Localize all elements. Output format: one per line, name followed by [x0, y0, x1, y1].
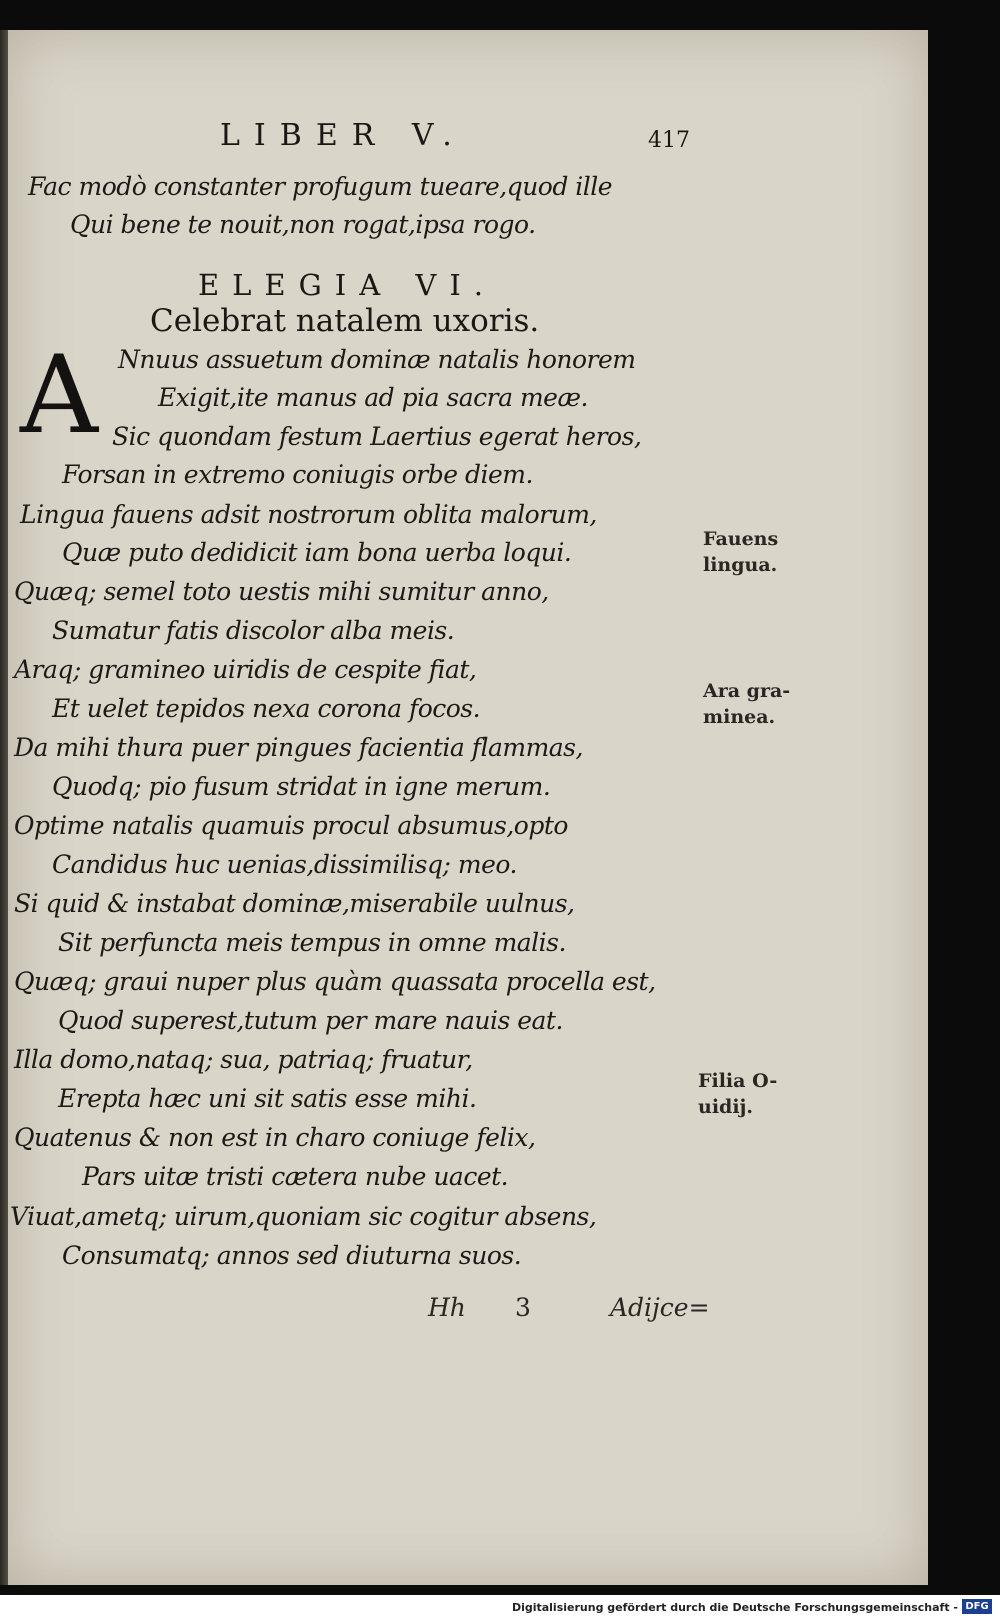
verse-line: Quæq; graui nuper plus quàm quassata procella est, — [14, 967, 656, 996]
elegy-title: Celebrat natalem uxoris. — [150, 303, 540, 339]
verse-line: Exigit,ite manus ad pia sacra meæ. — [158, 383, 588, 412]
margin-note-line: Fauens — [703, 528, 779, 550]
verse-line: Illa domo,nataq; sua, patriaq; fruatur, — [14, 1045, 473, 1074]
margin-note — [703, 526, 778, 578]
verse-line: Quod superest,tutum per mare nauis eat. — [58, 1006, 563, 1035]
verse-line: Candidus huc uenias,dissimilisq; meo. — [52, 850, 517, 879]
signature-mark: Hh — [428, 1293, 466, 1322]
catchword: Adijce= — [610, 1293, 710, 1322]
verse-line: Optime natalis quamuis procul absumus,opto — [14, 811, 568, 840]
verse-line: Sic quondam festum Laertius egerat heros, — [112, 422, 642, 451]
verse-line: Quæq; semel toto uestis mihi sumitur anno, — [14, 577, 549, 606]
verse-line: Quodq; pio fusum stridat in igne merum. — [52, 772, 551, 801]
verse-line: Sumatur fatis discolor alba meis. — [52, 616, 455, 645]
verse-line: Sit perfuncta meis tempus in omne malis. — [58, 928, 566, 957]
running-header: LIBER V. — [220, 118, 466, 153]
verse-line: Lingua fauens adsit nostrorum oblita malorum, — [20, 500, 597, 529]
verse-line: Qui bene te nouit,non rogat,ipsa rogo. — [70, 210, 536, 239]
verse-line: Fac modò constanter profugum tueare,quod ille — [28, 172, 613, 201]
funding-note: Digitalisierung gefördert durch die Deutsche Forschungsgemeinschaft - — [511, 1601, 958, 1614]
book-page — [8, 30, 928, 1585]
verse-line: Si quid & instabat dominæ,miserabile uulnus, — [14, 889, 575, 918]
folio-number: 417 — [648, 128, 690, 153]
margin-note-line: uidij. — [698, 1096, 754, 1118]
drop-capital: A — [20, 333, 98, 458]
margin-note — [703, 678, 790, 730]
verse-line: Da mihi thura puer pingues facientia flammas, — [14, 733, 583, 762]
verse-line: Pars uitæ tristi cætera nube uacet. — [82, 1162, 509, 1191]
verse-line: Et uelet tepidos nexa corona focos. — [52, 694, 481, 723]
verse-line: Araq; gramineo uiridis de cespite fiat, — [14, 655, 477, 684]
verse-line: Forsan in extremo coniugis orbe diem. — [62, 460, 533, 489]
margin-note-line: lingua. — [703, 554, 778, 576]
margin-note — [698, 1068, 777, 1120]
signature-number: 3 — [515, 1293, 531, 1322]
margin-note-line: Ara gra- — [703, 680, 791, 702]
verse-line: Quatenus & non est in charo coniuge felix, — [14, 1123, 536, 1152]
verse-line: Viuat,ametq; uirum,quoniam sic cogitur absens, — [10, 1202, 597, 1231]
dfg-logo: DFG — [962, 1599, 992, 1614]
margin-note-line: Filia O- — [698, 1070, 778, 1092]
verse-line: Quæ puto dedidicit iam bona uerba loqui. — [62, 538, 572, 567]
elegy-heading: ELEGIA VI. — [198, 268, 496, 302]
verse-line: Nnuus assuetum dominæ natalis honorem — [118, 345, 636, 374]
verse-line: Consumatq; annos sed diuturna suos. — [62, 1241, 522, 1270]
margin-note-line: minea. — [703, 706, 776, 728]
verse-line: Erepta hæc uni sit satis esse mihi. — [58, 1084, 477, 1113]
